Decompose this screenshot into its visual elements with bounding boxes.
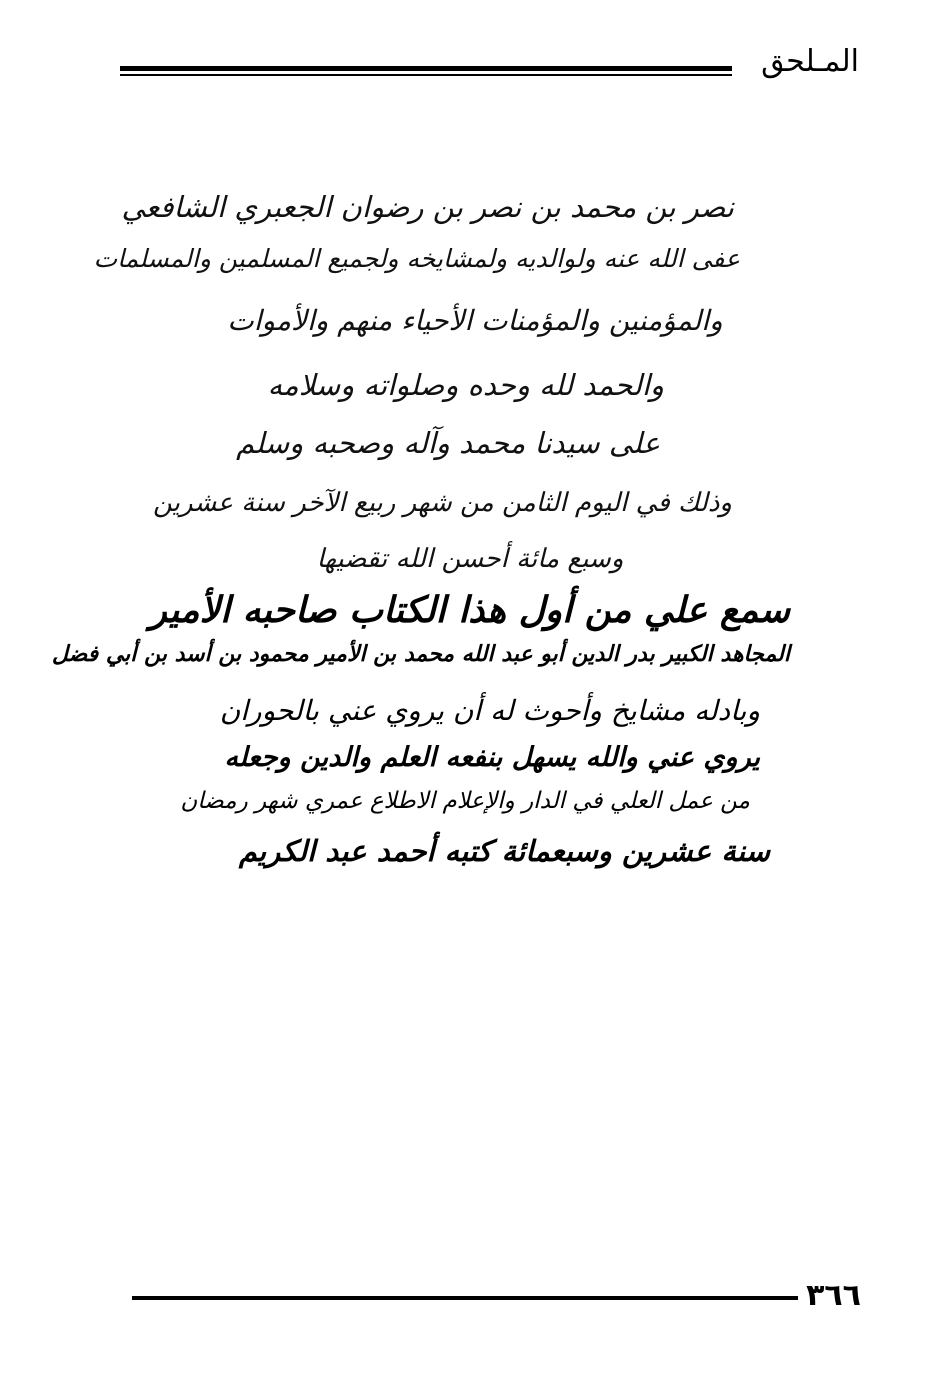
colophon-line: عفى الله عنه ولوالديه ولمشايخه ولجميع المسلمين والمسلمات xyxy=(93,244,740,273)
audition-note-line: سنة عشرين وسبعمائة كتبه أحمد عبد الكريم xyxy=(238,834,770,868)
colophon-line: والحمد لله وحده وصلواته وسلامه xyxy=(267,368,664,402)
colophon-block xyxy=(93,182,740,582)
page-number: ٣٦٦ xyxy=(806,1278,861,1313)
colophon-line: والمؤمنين والمؤمنات الأحياء منهم والأموات xyxy=(227,304,723,337)
colophon-line: نصر بن محمد بن نصر بن رضوان الجعبري الشافعي xyxy=(121,190,734,224)
colophon-line: وذلك في اليوم الثامن من شهر ربيع الآخر سنة عشرين xyxy=(152,488,732,518)
header-rule-thin xyxy=(120,74,732,76)
audition-note-block xyxy=(51,590,790,900)
footer-rule xyxy=(132,1296,798,1300)
header-rule xyxy=(120,66,732,78)
audition-note-line: سمع علي من أول هذا الكتاب صاحبه الأمير xyxy=(149,590,790,631)
audition-note-line: المجاهد الكبير بدر الدين أبو عبد الله محمد بن الأمير محمود بن أسد بن أبي فضل xyxy=(51,642,790,667)
audition-note-line: يروي عني والله يسهل بنفعه العلم والدين وجعله xyxy=(224,742,760,773)
audition-note-line: وبادله مشايخ وأحوث له أن يروي عني بالحوران xyxy=(219,694,760,727)
page-header-title: المـلحق xyxy=(761,44,859,79)
header-rule-thick xyxy=(120,66,732,71)
colophon-line: على سيدنا محمد وآله وصحبه وسلم xyxy=(236,426,660,460)
colophon-line: وسبع مائة أحسن الله تقضيها xyxy=(316,544,624,574)
audition-note-line: من عمل العلي في الدار والإعلام الاطلاع عمري شهر رمضان xyxy=(180,788,750,814)
